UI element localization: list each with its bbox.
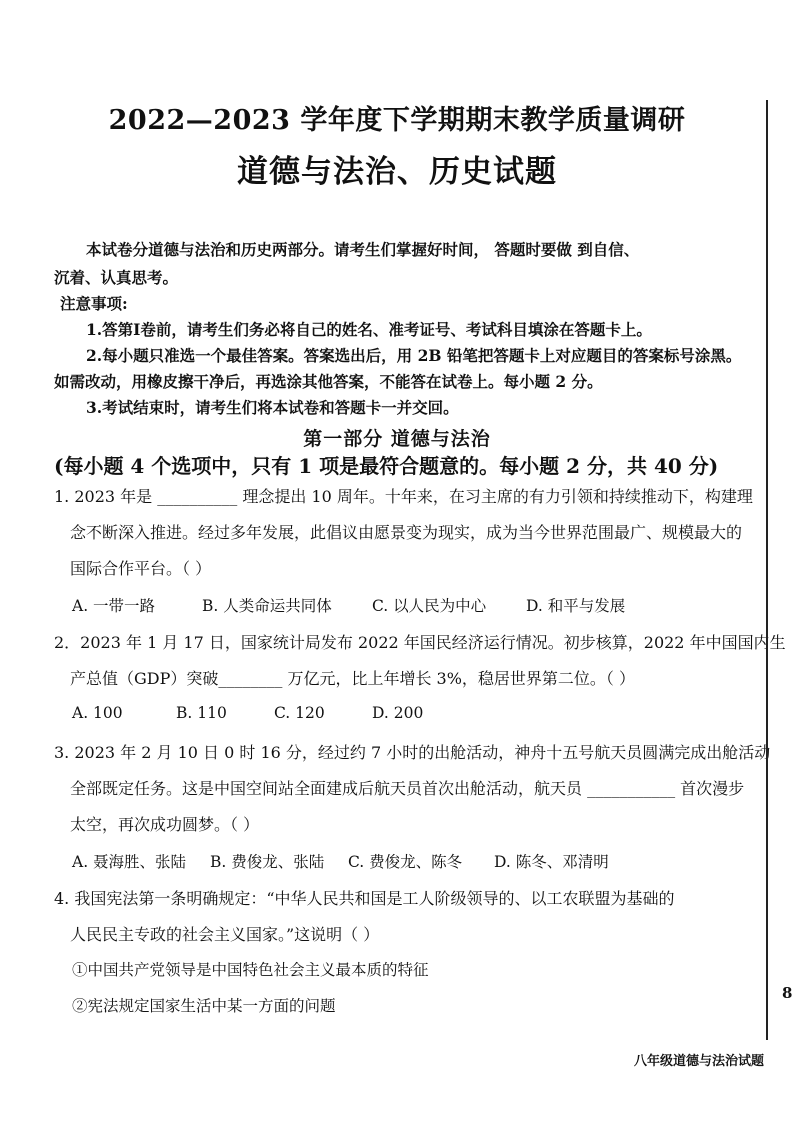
question-3-line-1: 3. 2023 年 2 月 10 日 0 时 16 分，经过约 7 小时的出舱活动，神舟十五号航天员圆满完成出舱活动: [54, 743, 771, 762]
notice-heading: 注意事项:: [60, 294, 128, 313]
intro-line-2: 沉着、认真思考。: [54, 268, 179, 287]
question-1-option-d: D. 和平与发展: [526, 597, 626, 615]
question-4-line-2: 人民民主专政的社会主义国家。”这说明（ ）: [70, 925, 380, 944]
question-2-option-a: A. 100: [72, 704, 123, 722]
question-4-statement-1: ①中国共产党领导是中国特色社会主义最本质的特征: [72, 961, 429, 979]
notice-item-3: 3.考试结束时，请考生们将本试卷和答题卡一并交回。: [86, 398, 459, 417]
question-3-line-3: 太空，再次成功圆梦。（ ）: [70, 815, 260, 834]
question-1-option-b: B. 人类命运共同体: [202, 597, 332, 615]
question-4-line-1: 4. 我国宪法第一条明确规定：“中华人民共和国是工人阶级领导的、以工农联盟为基础的: [54, 889, 675, 908]
scoring-note: (每小题 4 个选项中，只有 1 项是最符合题意的。每小题 2 分，共 40 分): [54, 454, 719, 478]
question-1-line-2: 念不断深入推进。经过多年发展，此倡议由愿景变为现实，成为当今世界范围最广、规模最大的: [70, 523, 743, 542]
question-3-option-c: C. 费俊龙、陈冬: [348, 853, 463, 871]
question-3-option-a: A. 聂海胜、张陆: [72, 853, 187, 871]
question-1-line-1: 1. 2023 年是 __________ 理念提出 10 周年。十年来，在习主席的有力引领和持续推动下，构建理: [54, 487, 753, 506]
question-1-option-c: C. 以人民为中心: [372, 597, 487, 615]
question-2-line-1: 2．2023 年 1 月 17 日，国家统计局发布 2022 年国民经济运行情况。初步核算，2022 年中国国内生: [54, 633, 786, 652]
question-3-option-b: B. 费俊龙、张陆: [210, 853, 325, 871]
question-2-option-b: B. 110: [176, 704, 227, 722]
question-1-line-3: 国际合作平台。（ ）: [70, 559, 212, 578]
intro-line-1: 本试卷分道德与法治和历史两部分。请考生们掌握好时间， 答题时要做 到自信、: [86, 240, 640, 259]
exam-subtitle: 道德与法治、历史试题: [237, 154, 557, 190]
page-footer: 八年级道德与法治试题: [634, 1054, 765, 1069]
binding-line: [766, 100, 768, 1040]
exam-title: 2022—2023 学年度下学期期末教学质量调研: [108, 105, 686, 136]
side-page-number: 8: [782, 984, 793, 1002]
question-4-statement-2: ②宪法规定国家生活中某一方面的问题: [72, 997, 336, 1015]
part-heading: 第一部分 道德与法治: [303, 428, 491, 450]
notice-item-2-line-1: 2.每小题只准选一个最佳答案。答案选出后，用 2B 铅笔把答题卡上对应题目的答案标号涂黑。: [86, 346, 742, 365]
question-3-option-d: D. 陈冬、邓清明: [494, 853, 609, 871]
question-1-option-a: A. 一带一路: [72, 597, 156, 615]
notice-item-2-line-2: 如需改动，用橡皮擦干净后，再选涂其他答案，不能答在试卷上。每小题 2 分。: [54, 372, 603, 391]
question-2-option-d: D. 200: [372, 704, 424, 722]
notice-item-1: 1.答第I卷前，请考生们务必将自己的姓名、准考证号、考试科目填涂在答题卡上。: [86, 320, 652, 339]
question-3-line-2: 全部既定任务。这是中国空间站全面建成后航天员首次出舱活动，航天员 ___________ 首次漫步: [70, 779, 745, 798]
question-2-line-2: 产总值（GDP）突破________ 万亿元，比上年增长 3%，稳居世界第二位。（ ）: [70, 669, 636, 688]
question-2-option-c: C. 120: [274, 704, 325, 722]
